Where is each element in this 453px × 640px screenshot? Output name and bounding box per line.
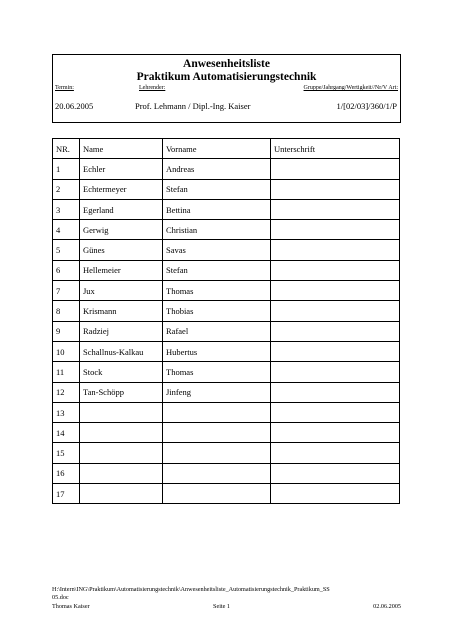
table-row (53, 402, 400, 422)
vorname-cell: Thomas (163, 281, 271, 301)
table-row (53, 382, 400, 402)
nr-cell: 10 (53, 341, 80, 361)
unterschrift-cell (271, 402, 400, 422)
footer-page: Seite 1 (213, 603, 231, 610)
attendance-table-body (53, 139, 400, 504)
header-cell-vorname: Vorname (163, 139, 271, 159)
name-cell (80, 423, 163, 443)
vorname-cell: Thobias (163, 301, 271, 321)
vorname-cell: Stefan (163, 260, 271, 280)
gruppe-value: 1/[02/03]/360/1/P (336, 101, 397, 111)
nr-cell: 9 (53, 321, 80, 341)
table-row (53, 179, 400, 199)
unterschrift-cell (271, 382, 400, 402)
unterschrift-cell (271, 159, 400, 179)
name-cell: Egerland (80, 199, 163, 219)
nr-cell: 5 (53, 240, 80, 260)
vorname-cell: Hubertus (163, 341, 271, 361)
unterschrift-cell (271, 281, 400, 301)
nr-cell: 13 (53, 402, 80, 422)
table-row (53, 321, 400, 341)
footer-path-line1: H:\Intern\ING\Praktikum\Automatisierungstechnik\Anwesenheitsliste_Automatisierungstechnik_Praktikum_SS (52, 586, 330, 593)
vorname-cell (163, 443, 271, 463)
lehrender-value: Prof. Lehmann / Dipl.-Ing. Kaiser (135, 101, 251, 111)
unterschrift-cell (271, 260, 400, 280)
table-row (53, 484, 400, 504)
termin-label: Termin: (55, 85, 74, 91)
nr-cell: 11 (53, 362, 80, 382)
unterschrift-cell (271, 341, 400, 361)
name-cell: Echtermeyer (80, 179, 163, 199)
table-row (53, 281, 400, 301)
name-cell: Jux (80, 281, 163, 301)
nr-cell: 7 (53, 281, 80, 301)
nr-cell: 2 (53, 179, 80, 199)
table-row (53, 463, 400, 483)
unterschrift-cell (271, 199, 400, 219)
vorname-cell (163, 423, 271, 443)
unterschrift-cell (271, 301, 400, 321)
unterschrift-cell (271, 240, 400, 260)
nr-cell: 12 (53, 382, 80, 402)
attendance-table (52, 138, 400, 504)
nr-cell: 14 (53, 423, 80, 443)
name-cell: Gerwig (80, 220, 163, 240)
footer-path-line2: 05.doc (52, 594, 69, 601)
unterschrift-cell (271, 220, 400, 240)
name-cell: Krismann (80, 301, 163, 321)
nr-cell: 6 (53, 260, 80, 280)
table-row (53, 199, 400, 219)
name-cell: Hellemeier (80, 260, 163, 280)
footer-author: Thomas Kaiser (52, 603, 90, 610)
vorname-cell (163, 484, 271, 504)
table-row (53, 443, 400, 463)
name-cell (80, 484, 163, 504)
header-cell-name: Name (80, 139, 163, 159)
unterschrift-cell (271, 463, 400, 483)
name-cell (80, 443, 163, 463)
nr-cell: 16 (53, 463, 80, 483)
vorname-cell (163, 402, 271, 422)
table-row (53, 240, 400, 260)
name-cell: Schallnus-Kalkau (80, 341, 163, 361)
name-cell: Echler (80, 159, 163, 179)
nr-cell: 8 (53, 301, 80, 321)
table-row (53, 220, 400, 240)
vorname-cell (163, 463, 271, 483)
document-title: Anwesenheitsliste (183, 58, 270, 70)
name-cell: Tan-Schöpp (80, 382, 163, 402)
vorname-cell: Savas (163, 240, 271, 260)
document-subtitle: Praktikum Automatisierungstechnik (136, 71, 317, 83)
nr-cell: 17 (53, 484, 80, 504)
nr-cell: 15 (53, 443, 80, 463)
termin-value: 20.06.2005 (55, 101, 94, 111)
unterschrift-cell (271, 362, 400, 382)
table-row (53, 362, 400, 382)
header-box (52, 54, 401, 123)
unterschrift-cell (271, 484, 400, 504)
vorname-cell: Thomas (163, 362, 271, 382)
header-cell-nr: NR. (53, 139, 80, 159)
table-row (53, 301, 400, 321)
table-row (53, 341, 400, 361)
unterschrift-cell (271, 443, 400, 463)
unterschrift-cell (271, 179, 400, 199)
header-cell-unterschrift: Unterschrift (271, 139, 400, 159)
unterschrift-cell (271, 321, 400, 341)
unterschrift-cell (271, 423, 400, 443)
name-cell: Günes (80, 240, 163, 260)
gruppe-label: Gruppe/Jahrgang/Wertigkeit//Nr/V Art: (303, 85, 398, 91)
vorname-cell: Jinfeng (163, 382, 271, 402)
table-header-row (53, 139, 400, 159)
nr-cell: 1 (53, 159, 80, 179)
name-cell (80, 402, 163, 422)
vorname-cell: Stefan (163, 179, 271, 199)
footer-date: 02.06.2005 (373, 603, 401, 610)
table-row (53, 260, 400, 280)
vorname-cell: Christian (163, 220, 271, 240)
name-cell (80, 463, 163, 483)
name-cell: Stock (80, 362, 163, 382)
vorname-cell: Andreas (163, 159, 271, 179)
vorname-cell: Rafael (163, 321, 271, 341)
table-row (53, 159, 400, 179)
name-cell: Radziej (80, 321, 163, 341)
table-row (53, 423, 400, 443)
nr-cell: 3 (53, 199, 80, 219)
nr-cell: 4 (53, 220, 80, 240)
vorname-cell: Bettina (163, 199, 271, 219)
lehrender-label: Lehrender: (139, 85, 166, 91)
